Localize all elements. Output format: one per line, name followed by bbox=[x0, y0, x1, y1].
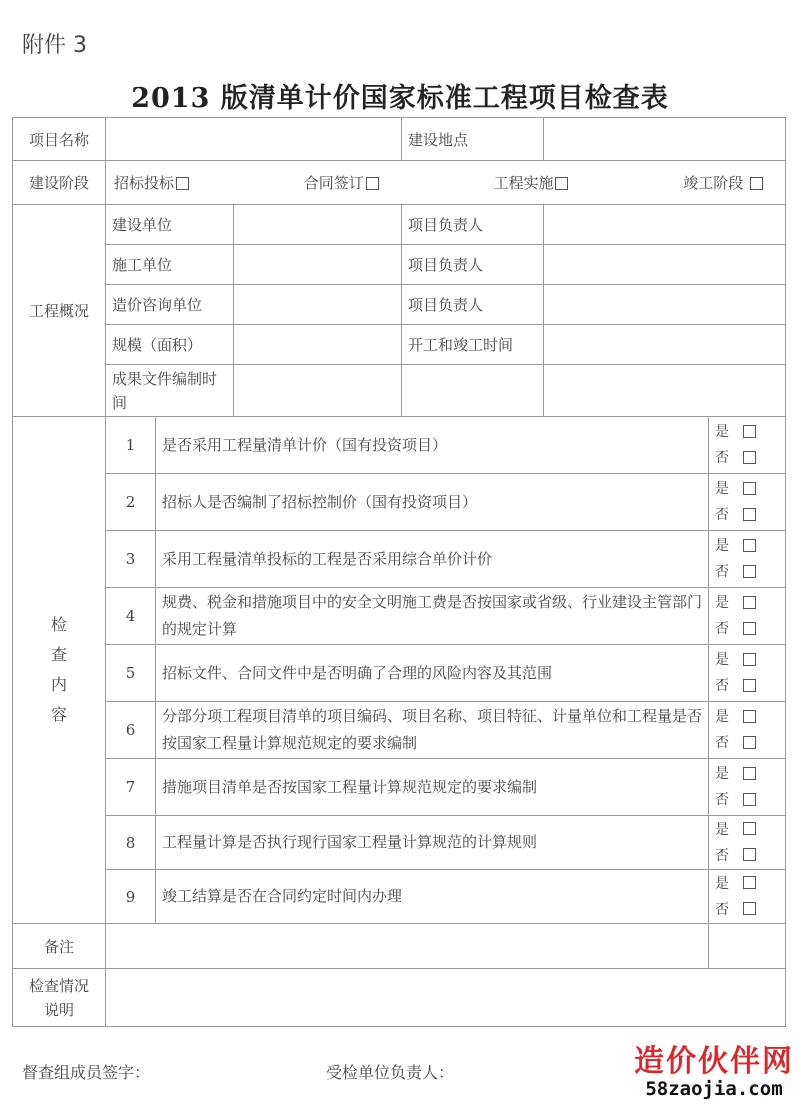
stage-option-bidding[interactable]: 招标投标 bbox=[114, 172, 189, 193]
checkbox-icon[interactable] bbox=[743, 710, 756, 723]
checkbox-icon[interactable] bbox=[743, 565, 756, 578]
project-name-label: 项目名称 bbox=[13, 118, 106, 161]
inspector-signature-label: 督查组成员签字： bbox=[22, 1063, 151, 1082]
project-name-field[interactable] bbox=[106, 118, 402, 161]
explanation-field[interactable] bbox=[106, 969, 786, 1027]
no-option[interactable]: 否 bbox=[715, 445, 779, 471]
yes-no-options bbox=[709, 816, 786, 870]
checkbox-icon[interactable] bbox=[743, 425, 756, 438]
project-name-row bbox=[13, 118, 786, 161]
overview-right-field[interactable] bbox=[544, 205, 786, 245]
yes-no-options bbox=[709, 474, 786, 531]
checkbox-icon[interactable] bbox=[743, 902, 756, 915]
checkbox-icon[interactable] bbox=[743, 539, 756, 552]
check-item-row bbox=[13, 531, 786, 588]
checkbox-icon[interactable] bbox=[366, 177, 379, 190]
check-item-text: 招标人是否编制了招标控制价（国有投资项目） bbox=[156, 474, 709, 531]
yes-option[interactable]: 是 bbox=[715, 704, 779, 730]
check-item-text: 招标文件、合同文件中是否明确了合理的风险内容及其范围 bbox=[156, 645, 709, 702]
check-item-row bbox=[13, 870, 786, 924]
overview-right-label: 项目负责人 bbox=[402, 205, 544, 245]
overview-row bbox=[13, 365, 786, 417]
check-item-number: 5 bbox=[106, 645, 156, 702]
overview-left-label: 造价咨询单位 bbox=[106, 285, 234, 325]
checkbox-icon[interactable] bbox=[743, 451, 756, 464]
overview-left-field[interactable] bbox=[234, 325, 402, 365]
check-content-label: 检 查 内 容 bbox=[13, 417, 106, 924]
checkbox-icon[interactable] bbox=[176, 177, 189, 190]
check-item-text: 工程量计算是否执行现行国家工程量计算规范的计算规则 bbox=[156, 816, 709, 870]
checkbox-icon[interactable] bbox=[743, 679, 756, 692]
yes-option[interactable]: 是 bbox=[715, 647, 779, 673]
checkbox-icon[interactable] bbox=[743, 848, 756, 861]
watermark-url: 58zaojia.com bbox=[645, 1078, 783, 1100]
overview-row bbox=[13, 205, 786, 245]
no-option[interactable]: 否 bbox=[715, 730, 779, 756]
yes-no-options bbox=[709, 417, 786, 474]
remarks-extra-field[interactable] bbox=[709, 924, 786, 969]
overview-right-field[interactable] bbox=[544, 245, 786, 285]
check-item-number: 4 bbox=[106, 588, 156, 645]
checkbox-icon[interactable] bbox=[555, 177, 568, 190]
overview-left-label: 规模（面积） bbox=[106, 325, 234, 365]
overview-row bbox=[13, 325, 786, 365]
explanation-label: 检查情况说明 bbox=[13, 969, 106, 1027]
overview-right-label: 开工和竣工时间 bbox=[402, 325, 544, 365]
checkbox-icon[interactable] bbox=[743, 622, 756, 635]
no-option[interactable]: 否 bbox=[715, 673, 779, 699]
unit-signature-label: 受检单位负责人： bbox=[326, 1063, 455, 1082]
yes-option[interactable]: 是 bbox=[715, 871, 779, 897]
overview-row bbox=[13, 285, 786, 325]
check-item-number: 7 bbox=[106, 759, 156, 816]
no-option[interactable]: 否 bbox=[715, 616, 779, 642]
check-item-row bbox=[13, 417, 786, 474]
check-item-text: 规费、税金和措施项目中的安全文明施工费是否按国家或省级、行业建设主管部门的规定计算 bbox=[156, 588, 709, 645]
yes-no-options bbox=[709, 759, 786, 816]
overview-left-field[interactable] bbox=[234, 245, 402, 285]
overview-left-field[interactable] bbox=[234, 205, 402, 245]
check-item-text: 分部分项工程项目清单的项目编码、项目名称、项目特征、计量单位和工程量是否按国家工程量计算规范规定的要求编制 bbox=[156, 702, 709, 759]
construction-site-field[interactable] bbox=[544, 118, 786, 161]
check-item-row bbox=[13, 759, 786, 816]
watermark-main-text: 造价伙伴网 bbox=[634, 1044, 794, 1079]
stage-option-contract[interactable]: 合同签订 bbox=[304, 172, 379, 193]
check-item-number: 9 bbox=[106, 870, 156, 924]
overview-left-label: 成果文件编制时间 bbox=[106, 365, 234, 417]
overview-right-label bbox=[402, 365, 544, 417]
checkbox-icon[interactable] bbox=[750, 177, 763, 190]
stage-row bbox=[13, 161, 786, 205]
no-option[interactable]: 否 bbox=[715, 502, 779, 528]
check-item-text: 是否采用工程量清单计价（国有投资项目） bbox=[156, 417, 709, 474]
checkbox-icon[interactable] bbox=[743, 793, 756, 806]
check-item-row bbox=[13, 702, 786, 759]
checkbox-icon[interactable] bbox=[743, 482, 756, 495]
no-option[interactable]: 否 bbox=[715, 843, 779, 869]
attachment-label: 附件 3 bbox=[22, 33, 87, 58]
check-item-number: 6 bbox=[106, 702, 156, 759]
yes-no-options bbox=[709, 870, 786, 924]
check-item-row bbox=[13, 588, 786, 645]
yes-option[interactable]: 是 bbox=[715, 533, 779, 559]
check-item-number: 3 bbox=[106, 531, 156, 588]
remarks-label: 备注 bbox=[13, 924, 106, 969]
overview-right-field[interactable] bbox=[544, 365, 786, 417]
check-item-number: 2 bbox=[106, 474, 156, 531]
yes-option[interactable]: 是 bbox=[715, 590, 779, 616]
site-watermark bbox=[634, 1036, 794, 1100]
overview-row bbox=[13, 245, 786, 285]
page-title: 2013 版清单计价国家标准工程项目检查表 bbox=[131, 83, 669, 114]
check-item-row bbox=[13, 816, 786, 870]
check-item-row bbox=[13, 474, 786, 531]
yes-no-options bbox=[709, 531, 786, 588]
remarks-row bbox=[13, 924, 786, 969]
checkbox-icon[interactable] bbox=[743, 508, 756, 521]
no-option[interactable]: 否 bbox=[715, 897, 779, 923]
no-option[interactable]: 否 bbox=[715, 559, 779, 585]
overview-left-label: 建设单位 bbox=[106, 205, 234, 245]
check-item-row bbox=[13, 645, 786, 702]
stage-label: 建设阶段 bbox=[13, 161, 106, 205]
construction-site-label: 建设地点 bbox=[402, 118, 544, 161]
stage-options bbox=[106, 161, 786, 205]
overview-left-field[interactable] bbox=[234, 285, 402, 325]
overview-left-label: 施工单位 bbox=[106, 245, 234, 285]
check-item-number: 1 bbox=[106, 417, 156, 474]
overview-right-field[interactable] bbox=[544, 325, 786, 365]
stage-option-completion[interactable]: 竣工阶段 bbox=[683, 172, 763, 193]
explanation-row bbox=[13, 969, 786, 1027]
yes-no-options bbox=[709, 588, 786, 645]
overview-left-field[interactable] bbox=[234, 365, 402, 417]
yes-no-options bbox=[709, 645, 786, 702]
yes-option[interactable]: 是 bbox=[715, 761, 779, 787]
yes-option[interactable]: 是 bbox=[715, 476, 779, 502]
no-option[interactable]: 否 bbox=[715, 787, 779, 813]
stage-option-implementation[interactable]: 工程实施 bbox=[493, 172, 568, 193]
check-item-number: 8 bbox=[106, 816, 156, 870]
remarks-field[interactable] bbox=[106, 924, 709, 969]
checkbox-icon[interactable] bbox=[743, 653, 756, 666]
check-item-text: 措施项目清单是否按国家工程量计算规范规定的要求编制 bbox=[156, 759, 709, 816]
yes-option[interactable]: 是 bbox=[715, 817, 779, 843]
checkbox-icon[interactable] bbox=[743, 596, 756, 609]
overview-right-label: 项目负责人 bbox=[402, 245, 544, 285]
overview-label: 工程概况 bbox=[13, 205, 106, 417]
check-item-text: 竣工结算是否在合同约定时间内办理 bbox=[156, 870, 709, 924]
checkbox-icon[interactable] bbox=[743, 876, 756, 889]
checkbox-icon[interactable] bbox=[743, 736, 756, 749]
checkbox-icon[interactable] bbox=[743, 822, 756, 835]
check-item-text: 采用工程量清单投标的工程是否采用综合单价计价 bbox=[156, 531, 709, 588]
overview-right-field[interactable] bbox=[544, 285, 786, 325]
yes-no-options bbox=[709, 702, 786, 759]
yes-option[interactable]: 是 bbox=[715, 419, 779, 445]
inspection-form bbox=[12, 117, 786, 1027]
overview-right-label: 项目负责人 bbox=[402, 285, 544, 325]
checkbox-icon[interactable] bbox=[743, 767, 756, 780]
